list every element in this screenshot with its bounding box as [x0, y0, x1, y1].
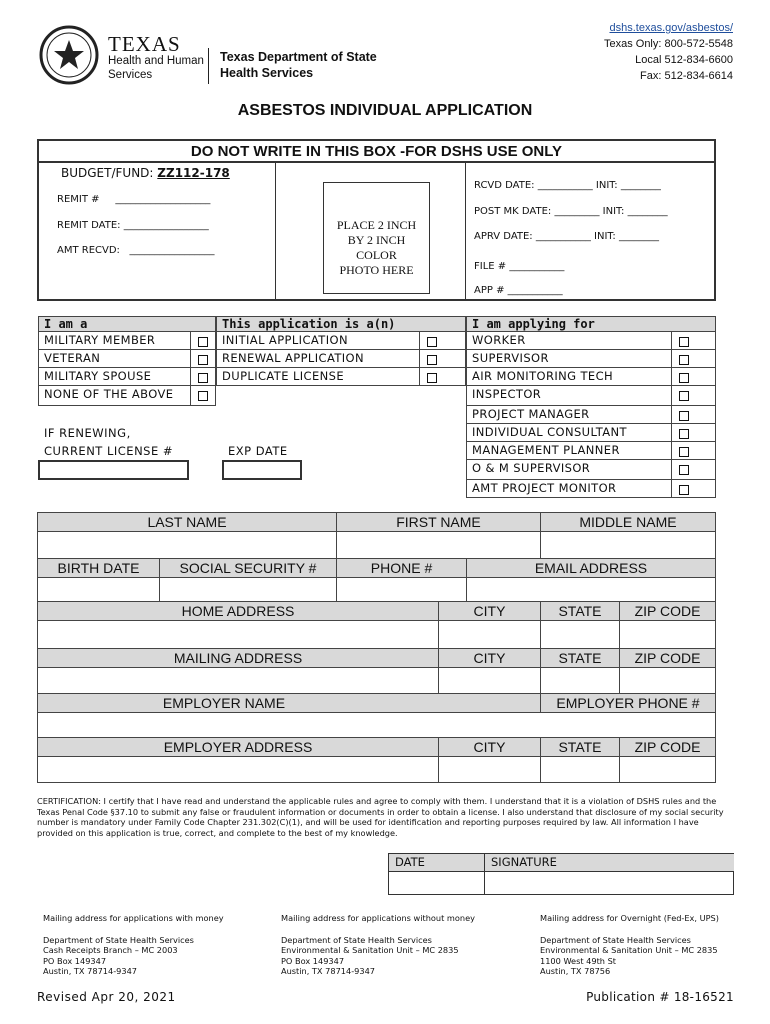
application-type-divider [419, 368, 420, 385]
applying-for-option [466, 424, 716, 442]
mailing-address-city-input[interactable] [438, 667, 541, 694]
home-address-state-input[interactable] [540, 620, 620, 649]
contact-texas-only: Texas Only: 800-572-5548 [603, 38, 733, 50]
logo-divider [208, 48, 209, 84]
application-type-checkbox[interactable] [427, 337, 437, 347]
mailing-address-input[interactable] [37, 667, 439, 694]
i-am-a-option-label: VETERAN [44, 351, 101, 365]
remit-date: REMIT DATE: _________________ [57, 220, 209, 231]
texas-seal-icon [38, 24, 108, 86]
mailing-address-state-header: STATE [540, 648, 620, 668]
applying-for-divider [671, 386, 672, 405]
logo-hhs-line2: Services [108, 69, 153, 81]
dshs-col-divider-1 [275, 163, 276, 299]
applying-for-divider [671, 460, 672, 479]
application-type-divider [419, 350, 420, 367]
applying-for-checkbox[interactable] [679, 447, 689, 457]
dshs-col-divider-2 [465, 163, 466, 299]
publication-number: Publication # 18-16521 [586, 990, 734, 1004]
employer-address-input[interactable] [37, 756, 439, 783]
remit-number: REMIT # ___________________ [57, 194, 211, 205]
i-am-a-option [38, 386, 216, 406]
applying-for-divider [671, 406, 672, 423]
last-name-input[interactable] [37, 531, 337, 559]
certification-text: CERTIFICATION: I certify that I have read and understand the applicable rules and agree to comply with them. I understand that it is a violation of DSHS rules and the Texas Penal Code §37.10 to submit any false or fraudulent information or documents in order to obtain a license. I also understand that disclosure of my social security number is mandatory under Family Code Chapter 231.302(C)(1), and will be used for identification and reporting purposes required by law. All information I have provided on this application is true, correct, and complete to the best of my knowledge. [37, 796, 724, 838]
mailing-heading: Mailing address for Overnight (Fed-Ex, UPS) [540, 913, 719, 923]
photo-line-1: PLACE 2 INCH [336, 218, 417, 232]
application-type-option [216, 368, 466, 386]
home-address-zip-header: ZIP CODE [619, 601, 716, 621]
signature-header: SIGNATURE [485, 854, 734, 872]
amt-recvd: AMT RECVD: _________________ [57, 245, 215, 256]
photo-line-4: PHOTO HERE [339, 263, 414, 277]
phone-header: PHONE # [336, 558, 467, 578]
mailing-line2: Cash Receipts Branch – MC 2003 [43, 945, 178, 955]
mailing-line4: Austin, TX 78714-9347 [43, 966, 137, 976]
applying-for-section [466, 316, 716, 498]
ssn-input[interactable] [159, 577, 337, 602]
contact-local: Local 512-834-6600 [635, 54, 733, 66]
employer-address-city-input[interactable] [438, 756, 541, 783]
applying-for-option-label: MANAGEMENT PLANNER [472, 443, 620, 457]
first-name-header: FIRST NAME [336, 512, 541, 532]
dept-line1: Texas Department of State [220, 50, 377, 64]
i-am-a-checkbox[interactable] [198, 337, 208, 347]
mailing-block [540, 913, 719, 977]
contact-url[interactable]: dshs.texas.gov/asbestos/ [609, 22, 733, 34]
mailing-block [281, 913, 475, 977]
logo-hhs-line1: Health and Human [108, 55, 204, 67]
rcvd-date: RCVD DATE: ___________ INIT: ________ [474, 180, 661, 191]
mailing-line4: Austin, TX 78714-9347 [281, 966, 375, 976]
file-number: FILE # ___________ [474, 261, 565, 272]
applying-for-heading: I am applying for [466, 316, 716, 332]
revised-date: Revised Apr 20, 2021 [37, 990, 176, 1004]
i-am-a-option [38, 332, 216, 350]
logo [38, 24, 108, 86]
mailing-block [43, 913, 224, 977]
date-header: DATE [389, 854, 485, 872]
applying-for-option [466, 332, 716, 350]
current-license-input[interactable] [38, 460, 189, 480]
applying-for-checkbox[interactable] [679, 337, 689, 347]
contact-block [604, 20, 733, 84]
employer-name-header: EMPLOYER NAME [37, 693, 541, 713]
applying-for-divider [671, 350, 672, 367]
mailing-line3: PO Box 149347 [281, 955, 345, 966]
budget-value: ZZ112-178 [157, 166, 230, 180]
signature-box [388, 853, 734, 895]
applying-for-checkbox[interactable] [679, 391, 689, 401]
birth-date-input[interactable] [37, 577, 160, 602]
applying-for-checkbox[interactable] [679, 485, 689, 495]
post-mk-date: POST MK DATE: _________ INIT: ________ [474, 206, 668, 217]
i-am-a-checkbox[interactable] [198, 391, 208, 401]
employer-address-zip-header: ZIP CODE [619, 737, 716, 757]
dshs-box-heading: DO NOT WRITE IN THIS BOX -FOR DSHS USE ONLY [39, 141, 714, 163]
date-input[interactable] [389, 872, 485, 894]
mailing-line2: Environmental & Sanitation Unit – MC 2835 [281, 945, 459, 955]
application-type-heading: This application is a(n) [216, 316, 466, 332]
application-type-checkbox[interactable] [427, 355, 437, 365]
employer-address-city-header: CITY [438, 737, 541, 757]
photo-line-3: COLOR [356, 248, 397, 262]
application-type-option-label: RENEWAL APPLICATION [222, 351, 365, 365]
applying-for-option-label: PROJECT MANAGER [472, 407, 590, 421]
mailing-line1: Department of State Health Services [281, 934, 432, 945]
i-am-a-divider [190, 368, 191, 385]
signature-input[interactable] [485, 872, 734, 894]
applying-for-option [466, 460, 716, 480]
applying-for-option [466, 386, 716, 406]
budget-fund [61, 166, 230, 180]
applying-for-checkbox[interactable] [679, 355, 689, 365]
applying-for-divider [671, 442, 672, 459]
i-am-a-checkbox[interactable] [198, 355, 208, 365]
employer-name-input[interactable] [37, 712, 716, 738]
last-name-header: LAST NAME [37, 512, 337, 532]
i-am-a-divider [190, 350, 191, 367]
home-address-city-header: CITY [438, 601, 541, 621]
applying-for-checkbox[interactable] [679, 429, 689, 439]
application-type-option-label: DUPLICATE LICENSE [222, 369, 345, 383]
photo-line-2: BY 2 INCH [347, 233, 406, 247]
mailing-line3: 1100 West 49th St [540, 955, 616, 966]
application-type-divider [419, 332, 420, 349]
applying-for-option-label: WORKER [472, 333, 526, 347]
applying-for-option [466, 406, 716, 424]
employer-address-state-header: STATE [540, 737, 620, 757]
i-am-a-section [38, 316, 216, 406]
mailing-address-zip-input[interactable] [619, 667, 716, 694]
mailing-address-state-input[interactable] [540, 667, 620, 694]
employer-address-state-input[interactable] [540, 756, 620, 783]
home-address-city-input[interactable] [438, 620, 541, 649]
first-name-input[interactable] [336, 531, 541, 559]
applying-for-divider [671, 480, 672, 497]
applying-for-option [466, 442, 716, 460]
employer-address-zip-input[interactable] [619, 756, 716, 783]
applying-for-option-label: O & M SUPERVISOR [472, 461, 591, 475]
i-am-a-checkbox[interactable] [198, 373, 208, 383]
logo-texas: TEXAS [108, 32, 181, 56]
applying-for-option-label: SUPERVISOR [472, 351, 549, 365]
home-address-state-header: STATE [540, 601, 620, 621]
mailing-line2: Environmental & Sanitation Unit – MC 2835 [540, 945, 718, 955]
applying-for-option-label: INDIVIDUAL CONSULTANT [472, 425, 627, 439]
employer-address-header: EMPLOYER ADDRESS [37, 737, 439, 757]
dept-line2: Health Services [220, 66, 314, 80]
aprv-date: APRV DATE: ___________ INIT: ________ [474, 231, 659, 242]
email-header: EMAIL ADDRESS [466, 558, 716, 578]
i-am-a-divider [190, 386, 191, 405]
i-am-a-divider [190, 332, 191, 349]
mailing-address-header: MAILING ADDRESS [37, 648, 439, 668]
photo-box [323, 182, 430, 294]
application-type-option-label: INITIAL APPLICATION [222, 333, 348, 347]
application-type-option [216, 332, 466, 350]
mailing-line3: PO Box 149347 [43, 955, 107, 966]
applying-for-option [466, 368, 716, 386]
home-address-header: HOME ADDRESS [37, 601, 439, 621]
i-am-a-option-label: NONE OF THE ABOVE [44, 387, 174, 401]
applying-for-checkbox[interactable] [679, 465, 689, 475]
renewing-line1: IF RENEWING, [44, 426, 131, 440]
i-am-a-option-label: MILITARY MEMBER [44, 333, 156, 347]
exp-date-label: EXP DATE [228, 444, 288, 458]
mailing-heading: Mailing address for applications without money [281, 913, 475, 923]
application-type-section [216, 316, 466, 386]
employer-phone-header: EMPLOYER PHONE # [540, 693, 716, 713]
i-am-a-option [38, 350, 216, 368]
mailing-heading: Mailing address for applications with money [43, 913, 224, 923]
home-address-input[interactable] [37, 620, 439, 649]
phone-input[interactable] [336, 577, 467, 602]
contact-fax: Fax: 512-834-6614 [640, 70, 733, 82]
applying-for-option-label: INSPECTOR [472, 387, 542, 401]
dshs-box [37, 139, 716, 301]
i-am-a-heading: I am a [38, 316, 216, 332]
applying-for-checkbox[interactable] [679, 373, 689, 383]
i-am-a-option-label: MILITARY SPOUSE [44, 369, 152, 383]
renewing-line2: CURRENT LICENSE # [44, 444, 174, 458]
applying-for-divider [671, 368, 672, 385]
applying-for-divider [671, 424, 672, 441]
page-title: ASBESTOS INDIVIDUAL APPLICATION [237, 102, 533, 119]
mailing-address-zip-header: ZIP CODE [619, 648, 716, 668]
middle-name-header: MIDDLE NAME [540, 512, 716, 532]
home-address-zip-input[interactable] [619, 620, 716, 649]
application-type-checkbox[interactable] [427, 373, 437, 383]
mailing-line1: Department of State Health Services [540, 934, 691, 945]
budget-label: BUDGET/FUND: [61, 166, 154, 180]
applying-for-option [466, 480, 716, 498]
applying-for-checkbox[interactable] [679, 411, 689, 421]
mailing-line1: Department of State Health Services [43, 934, 194, 945]
i-am-a-option [38, 368, 216, 386]
applying-for-option-label: AMT PROJECT MONITOR [472, 481, 617, 495]
email-input[interactable] [466, 577, 716, 602]
applying-for-option [466, 350, 716, 368]
applying-for-option-label: AIR MONITORING TECH [472, 369, 614, 383]
mailing-address-city-header: CITY [438, 648, 541, 668]
applying-for-divider [671, 332, 672, 349]
application-type-option [216, 350, 466, 368]
mailing-line4: Austin, TX 78756 [540, 966, 611, 976]
exp-date-input[interactable] [222, 460, 302, 480]
app-number: APP # ___________ [474, 285, 563, 296]
ssn-header: SOCIAL SECURITY # [159, 558, 337, 578]
middle-name-input[interactable] [540, 531, 716, 559]
birth-date-header: BIRTH DATE [37, 558, 160, 578]
